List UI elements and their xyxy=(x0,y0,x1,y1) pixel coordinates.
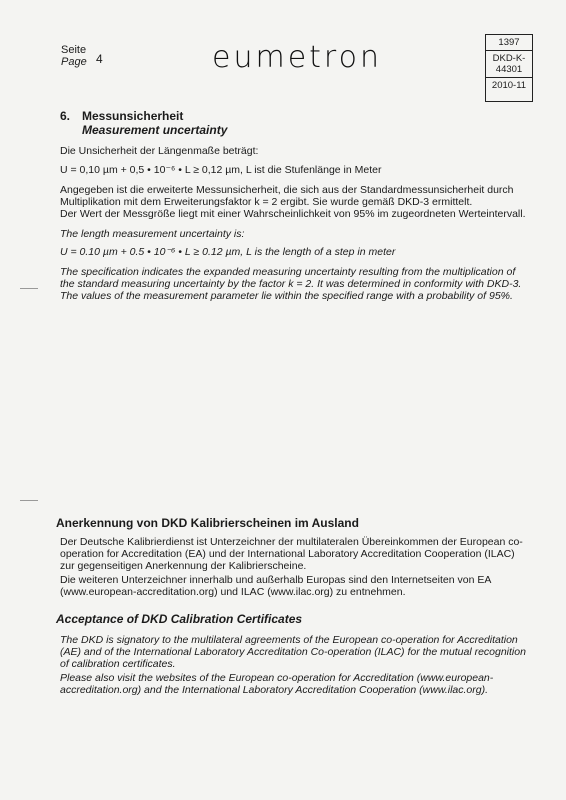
page-label-de: Seite xyxy=(61,44,87,56)
page-label-en: Page xyxy=(61,56,87,68)
company-logo: eumetron xyxy=(212,40,382,75)
recognition-heading-de: Anerkennung von DKD Kalibrierscheinen im Ausland xyxy=(56,516,359,530)
page-number: 4 xyxy=(96,52,103,66)
cert-code-line1: DKD-K- xyxy=(492,53,526,64)
cert-code xyxy=(486,51,532,78)
cert-code-line2: 44301 xyxy=(495,64,523,75)
intro-en: The length measurement uncertainty is: xyxy=(60,228,245,240)
section-title-de: Messunsicherheit xyxy=(82,109,184,123)
section-title xyxy=(82,109,227,137)
punch-mark xyxy=(20,500,38,501)
punch-mark xyxy=(20,288,38,289)
text-en: The specification indicates the expanded measuring uncertainty resulting from the multiplication of the standard measuring uncertainty by the factor k = 2. It was determined in conformity with DKD-3. The values of the measurement parameter lie within the specified range with a probability of 95%. xyxy=(60,266,522,302)
cert-id: 1397 xyxy=(486,35,532,51)
page-label xyxy=(61,44,87,68)
recognition-text-en-2: Please also visit the websites of the European co-operation for Accreditation (www.european-accreditation.org) and the International Laboratory Accreditation Cooperation (www.ilac.org). xyxy=(60,672,494,696)
text-de-2: Der Wert der Messgröße liegt mit einer Wahrscheinlichkeit von 95% im zugeordneten Werteintervall. xyxy=(60,208,526,220)
section-title-en: Measurement uncertainty xyxy=(82,123,228,137)
section-number: 6. xyxy=(60,109,71,123)
formula-de: U = 0,10 µm + 0,5 • 10⁻⁶ • L ≥ 0,12 µm, L ist die Stufenlänge in Meter xyxy=(60,164,382,176)
recognition-text-de-1: Der Deutsche Kalibrierdienst ist Unterzeichner der multilateralen Übereinkommen der European co-operation for Accreditation (EA) und der International Laboratory Accreditation Cooperation (ILAC) zur gegenseitigen Anerkennung der Kalibrierscheine. xyxy=(60,536,523,572)
cert-date: 2010-11 xyxy=(491,80,527,91)
recognition-text-en-1: The DKD is signatory to the multilateral agreements of the European co-operation for Accreditation (AE) and of the International Laboratory Accreditation Co-operation (ILAC) for the mutual recognition of calibration certificates. xyxy=(60,634,526,670)
certificate-box xyxy=(485,34,533,102)
recognition-text-de-2: Die weiteren Unterzeichner innerhalb und außerhalb Europas sind den Internetseiten von EA (www.european-accreditation.org) und ILAC (www.ilac.org) zu entnehmen. xyxy=(60,574,491,598)
intro-de: Die Unsicherheit der Längenmaße beträgt: xyxy=(60,145,259,157)
recognition-heading-en: Acceptance of DKD Calibration Certificates xyxy=(56,612,303,626)
text-de-1: Angegeben ist die erweiterte Messunsicherheit, die sich aus der Standardmessunsicherheit durch Multiplikation mit dem Erweiterungsfaktor k = 2 ergibt. Sie wurde gemäß DKD-3 ermittelt. xyxy=(60,184,514,208)
formula-en: U = 0.10 µm + 0.5 • 10⁻⁶ • L ≥ 0.12 µm, L is the length of a step in meter xyxy=(60,246,396,258)
